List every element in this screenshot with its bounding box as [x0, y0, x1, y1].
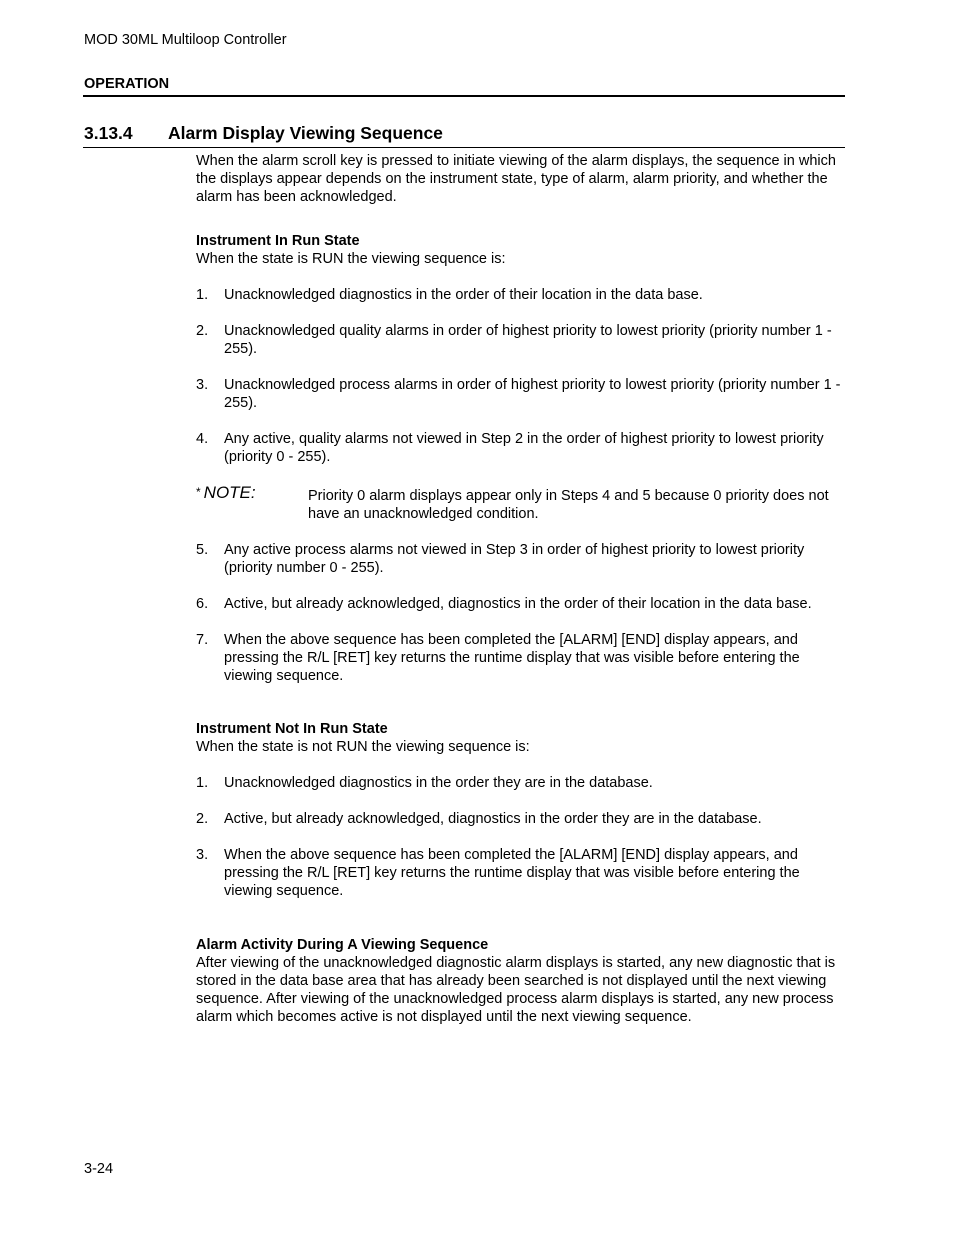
- list-item: [196, 631, 846, 685]
- section-header: OPERATION: [84, 76, 170, 92]
- note-asterisk: *: [196, 485, 201, 499]
- list-item: [196, 774, 846, 792]
- list-item: [196, 541, 846, 577]
- list-item-text: When the above sequence has been completed the [ALARM] [END] display appears, and pressing the R/L [RET] key returns the runtime display that was visible before entering the viewing sequence.: [224, 632, 800, 684]
- list-item-number: 7.: [196, 632, 209, 648]
- list-item: [196, 376, 846, 412]
- list-item-number: 4.: [196, 431, 209, 447]
- run-state-heading: Instrument In Run State: [196, 233, 360, 249]
- list-item-number: 1.: [196, 287, 209, 303]
- note-label: [196, 483, 256, 502]
- list-item-text: Unacknowledged process alarms in order of highest priority to lowest priority (priority number 1 - 255).: [224, 377, 841, 411]
- run-state-lead: When the state is RUN the viewing sequence is:: [196, 251, 506, 267]
- intro-paragraph: When the alarm scroll key is pressed to initiate viewing of the alarm displays, the sequence in which the displays appear depends on the instrument state, type of alarm, alarm priority, and whether the alarm has been acknowledged.: [196, 153, 836, 205]
- not-run-state-heading: Instrument Not In Run State: [196, 721, 388, 737]
- not-run-state-lead: When the state is not RUN the viewing sequence is:: [196, 739, 530, 755]
- list-item: [196, 810, 846, 828]
- list-item-number: 1.: [196, 775, 209, 791]
- document-title: MOD 30ML Multiloop Controller: [84, 32, 287, 48]
- list-item-text: Active, but already acknowledged, diagnostics in the order of their location in the data base.: [224, 596, 812, 612]
- list-item-text: Unacknowledged diagnostics in the order they are in the database.: [224, 775, 653, 791]
- body-content: [196, 152, 846, 1026]
- list-item: [196, 322, 846, 358]
- note-block: [196, 483, 846, 523]
- note-text: Priority 0 alarm displays appear only in Steps 4 and 5 because 0 priority does not have an unacknowledged condition.: [308, 488, 829, 522]
- list-item: [196, 286, 846, 304]
- section-title: Alarm Display Viewing Sequence: [168, 123, 443, 143]
- list-item-text: Any active process alarms not viewed in Step 3 in order of highest priority to lowest priority (priority number 0 - 255).: [224, 542, 805, 576]
- list-item-number: 2.: [196, 323, 209, 339]
- list-item: [196, 430, 846, 466]
- activity-paragraph: After viewing of the unacknowledged diagnostic alarm displays is started, any new diagnostic that is stored in the data base area that has already been searched is not displayed until the next viewing sequence. After viewing of the unacknowledged process alarm displays is started, any new process alarm which becomes active is not displayed until the next viewing sequence.: [196, 955, 836, 1025]
- section-divider: [83, 147, 845, 148]
- list-item-text: Any active, quality alarms not viewed in Step 2 in the order of highest priority to lowest priority (priority 0 - 255).: [224, 431, 824, 465]
- list-item: [196, 595, 846, 613]
- list-item: [196, 846, 846, 900]
- list-item-text: When the above sequence has been completed the [ALARM] [END] display appears, and pressing the R/L [RET] key returns the runtime display that was visible before entering the viewing sequence.: [224, 847, 800, 899]
- note-label-text: NOTE:: [203, 483, 256, 502]
- list-item-number: 2.: [196, 811, 209, 827]
- list-item-number: 3.: [196, 847, 209, 863]
- list-item-text: Unacknowledged diagnostics in the order of their location in the data base.: [224, 287, 703, 303]
- activity-heading: Alarm Activity During A Viewing Sequence: [196, 937, 489, 953]
- page-number: 3-24: [84, 1161, 114, 1177]
- list-item-number: 6.: [196, 596, 209, 612]
- header-divider: [83, 95, 845, 97]
- list-item-text: Active, but already acknowledged, diagnostics in the order they are in the database.: [224, 811, 762, 827]
- list-item-number: 3.: [196, 377, 209, 393]
- list-item-number: 5.: [196, 542, 209, 558]
- list-item-text: Unacknowledged quality alarms in order of highest priority to lowest priority (priority number 1 - 255).: [224, 323, 832, 357]
- section-number: 3.13.4: [84, 123, 133, 143]
